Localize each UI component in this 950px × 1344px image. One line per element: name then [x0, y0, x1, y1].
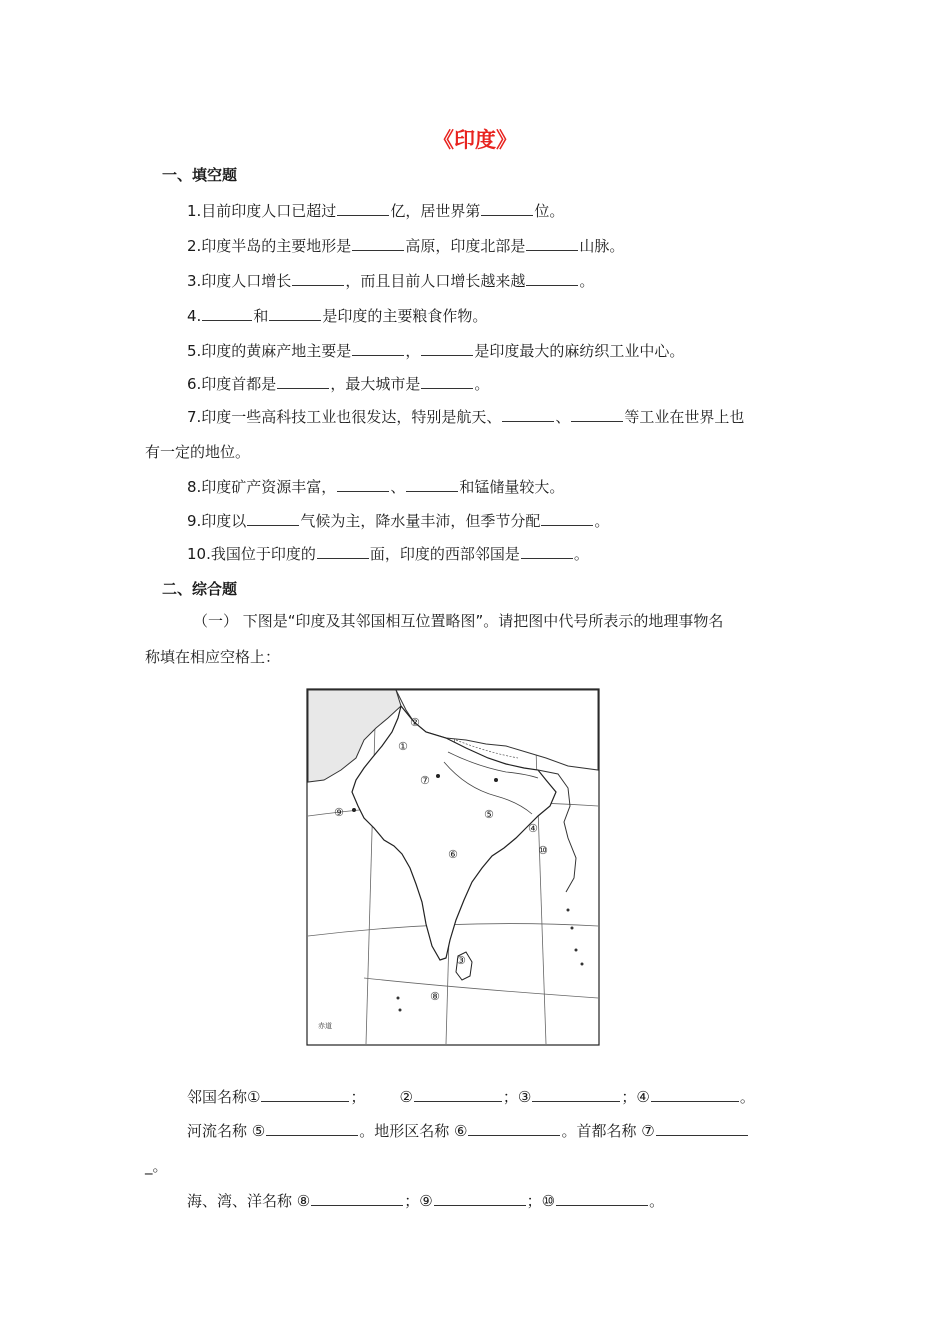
map-intro-line-2: 称填在相应空格上： [145, 648, 281, 666]
map-marker-4: ④ [528, 822, 538, 835]
map-marker-3: ③ [456, 954, 466, 967]
question-4 [187, 305, 487, 326]
answer-blank[interactable] [656, 1120, 748, 1136]
separator: ； [350, 1088, 366, 1106]
answer-blank[interactable] [541, 510, 593, 526]
map-marker-6: ⑥ [448, 848, 458, 861]
river-label: 河流名称 ⑤ [187, 1122, 266, 1140]
q5-text-c: 是印度最大的麻纺织工业中心。 [474, 342, 685, 360]
answer-blank[interactable] [502, 406, 554, 422]
map-marker-10: ⑩ [538, 844, 548, 857]
answer-blank[interactable] [261, 1086, 349, 1102]
map-marker-9: ⑨ [334, 806, 344, 819]
q10-text-a: 10.我国位于印度的 [187, 545, 316, 563]
answer-blank[interactable] [468, 1120, 560, 1136]
question-9 [187, 510, 609, 531]
map-marker-7: ⑦ [420, 774, 430, 787]
answer-blank[interactable] [292, 270, 344, 286]
q10-text-c: 。 [573, 545, 589, 563]
question-6 [187, 373, 489, 394]
q1-text-b: 亿，居世界第 [390, 202, 481, 220]
answer-blank[interactable] [532, 1086, 620, 1102]
q5-text-a: 5.印度的黄麻产地主要是 [187, 342, 352, 360]
map-intro-line-1: （一） 下图是“印度及其邻国相互位置略图”。请把图中代号所表示的地理事物名 [193, 612, 724, 630]
q9-text-c: 。 [594, 512, 610, 530]
page-title: 《印度》 [433, 128, 517, 152]
q5-text-b: ， [405, 342, 421, 360]
q6-text-b: ，最大城市是 [330, 375, 421, 393]
map-marker-5: ⑤ [484, 808, 494, 821]
separator: ；④ [621, 1088, 650, 1106]
answer-blank[interactable] [352, 340, 404, 356]
answer-blank[interactable] [352, 235, 404, 251]
q6-text-c: 。 [474, 375, 490, 393]
answer-blank[interactable] [481, 200, 533, 216]
answer-blank[interactable] [311, 1190, 403, 1206]
map-marker-2: ② [410, 716, 420, 729]
q3-text-c: 。 [579, 272, 595, 290]
q7-text-a: 7.印度一些高科技工业也很发达，特别是航天、 [187, 408, 502, 426]
answer-line-river-terrain-capital [187, 1120, 749, 1141]
answer-blank[interactable] [277, 373, 329, 389]
answer-line-wrap: _。 [145, 1157, 168, 1175]
q3-text-b: ，而且目前人口增长越来越 [345, 272, 526, 290]
india-neighbors-map [306, 688, 600, 1046]
answer-blank[interactable] [269, 305, 321, 321]
question-5 [187, 340, 684, 361]
answer-blank[interactable] [414, 1086, 502, 1102]
q2-text-a: 2.印度半岛的主要地形是 [187, 237, 352, 255]
answer-blank[interactable] [406, 476, 458, 492]
q4-text-a: 4. [187, 307, 202, 325]
answer-blank[interactable] [526, 270, 578, 286]
answer-blank[interactable] [556, 1190, 648, 1206]
q9-text-b: 气候为主，降水量丰沛，但季节分配 [300, 512, 541, 530]
q7-text-b: 、 [555, 408, 571, 426]
answer-blank[interactable] [421, 340, 473, 356]
separator: 。 [649, 1192, 665, 1210]
q3-text-a: 3.印度人口增长 [187, 272, 292, 290]
separator: ；⑨ [404, 1192, 433, 1210]
q8-text-c: 和锰储量较大。 [459, 478, 565, 496]
answer-line-seas [187, 1190, 664, 1211]
question-2 [187, 235, 624, 256]
answer-blank[interactable] [434, 1190, 526, 1206]
answer-blank[interactable] [317, 543, 369, 559]
terrain-label: 。地形区名称 ⑥ [359, 1122, 468, 1140]
separator: 。 [739, 1088, 755, 1106]
sea-label: 海、湾、洋名称 ⑧ [187, 1192, 311, 1210]
answer-line-neighbors [187, 1086, 755, 1107]
q9-text-a: 9.印度以 [187, 512, 247, 530]
question-10 [187, 543, 589, 564]
answer-blank[interactable] [526, 235, 578, 251]
marker-2-label: ② [399, 1088, 413, 1106]
answer-blank[interactable] [202, 305, 252, 321]
q6-text-a: 6.印度首都是 [187, 375, 277, 393]
map-marker-1: ① [398, 740, 408, 753]
question-1 [187, 200, 564, 221]
map-marker-8: ⑧ [430, 990, 440, 1003]
neighbors-label: 邻国名称① [187, 1088, 261, 1106]
answer-blank[interactable] [521, 543, 573, 559]
q1-text-c: 位。 [534, 202, 565, 220]
q2-text-b: 高原，印度北部是 [405, 237, 526, 255]
q4-text-c: 是印度的主要粮食作物。 [322, 307, 488, 325]
q8-text-a: 8.印度矿产资源丰富， [187, 478, 337, 496]
answer-blank[interactable] [571, 406, 623, 422]
answer-blank[interactable] [421, 373, 473, 389]
q8-text-b: 、 [390, 478, 406, 496]
question-7-continued: 有一定的地位。 [145, 443, 251, 461]
separator: ；⑩ [526, 1192, 556, 1210]
section-heading-fill-blank: 一、填空题 [162, 166, 238, 184]
answer-blank[interactable] [651, 1086, 739, 1102]
q10-text-b: 面，印度的西部邻国是 [369, 545, 520, 563]
section-heading-comprehensive: 二、综合题 [162, 580, 238, 598]
map-equator-label: 赤道 [318, 1022, 332, 1030]
answer-blank[interactable] [266, 1120, 358, 1136]
q7-text-c: 等工业在世界上也 [624, 408, 745, 426]
q2-text-c: 山脉。 [579, 237, 625, 255]
question-7 [187, 406, 744, 427]
q1-text-a: 1.目前印度人口已超过 [187, 202, 337, 220]
question-3 [187, 270, 594, 291]
answer-blank[interactable] [247, 510, 299, 526]
answer-blank[interactable] [337, 476, 389, 492]
answer-blank[interactable] [337, 200, 389, 216]
question-8 [187, 476, 564, 497]
q4-text-b: 和 [253, 307, 269, 325]
separator: ；③ [502, 1088, 532, 1106]
capital-label: 。首都名称 ⑦ [561, 1122, 655, 1140]
